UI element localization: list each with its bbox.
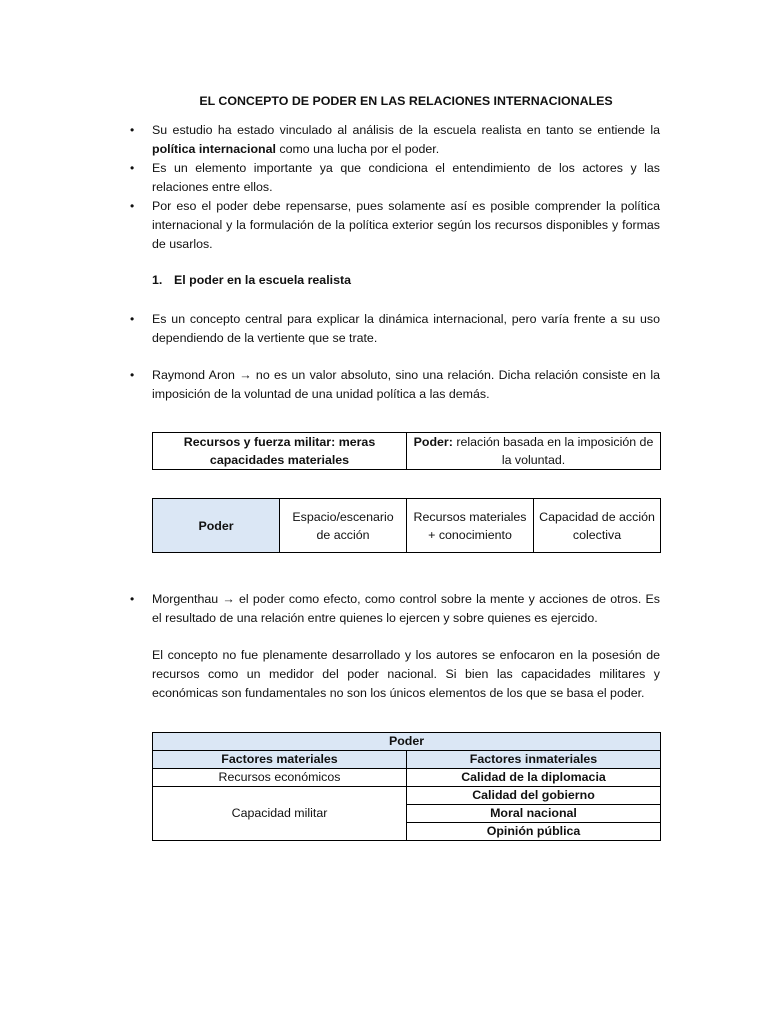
table-cell: Capacidad militar [153, 787, 407, 841]
bullet-icon: • [130, 368, 135, 382]
central-bullet [130, 310, 660, 348]
table-cell: Opinión pública [407, 823, 661, 841]
table-cell: Recursos económicos [153, 769, 407, 787]
table-cell: Recursos y fuerza militar: meras capacidades materiales [153, 433, 407, 470]
power-components-table [152, 498, 661, 553]
list-item: • Por eso el poder debe repensarse, pues solamente así es posible comprender la política internacional y la formulación de la política exterior según los recursos disponibles y formas de usarlos. [130, 199, 660, 251]
column-header: Factores inmateriales [407, 751, 661, 769]
table-cell: Poder [153, 499, 280, 553]
table-cell: Moral nacional [407, 805, 661, 823]
bullet-icon: • [130, 312, 135, 326]
table-row [153, 769, 661, 787]
table-cell: Calidad de la diplomacia [407, 769, 661, 787]
bullet-icon: • [130, 123, 135, 137]
section-title: El poder en la escuela realista [174, 273, 351, 287]
table-cell: Poder: relación basada en la imposición de la voluntad. [407, 433, 661, 470]
bullet-icon: • [130, 592, 135, 606]
table-cell: Recursos materiales + conocimiento [407, 499, 534, 553]
table-cell: Calidad del gobierno [407, 787, 661, 805]
aron-bullet [130, 366, 660, 404]
body-paragraph: El concepto no fue plenamente desarrollado y los autores se enfocaron en la posesión de recursos como un medidor del poder nacional. Si bien las capacidades militares y económicas son fundamentales no son los únicos elementos de los que se basa el poder. [152, 648, 660, 700]
bold-phrase: política internacional [152, 142, 276, 156]
section-number: 1. [152, 273, 163, 287]
list-item: • Su estudio ha estado vinculado al análisis de la escuela realista en tanto se entiende la política internacional como una lucha por el poder. [130, 123, 660, 156]
bullet-icon: • [130, 161, 135, 175]
list-item: • Es un concepto central para explicar la dinámica internacional, pero varía frente a su uso dependiendo de la vertiente que se trate. [130, 312, 660, 345]
list-item: • Morgenthau → el poder como efecto, como control sobre la mente y acciones de otros. Es el resultado de una relación entre quienes lo ejercen y sobre quienes es ejercido. [130, 592, 660, 625]
morgenthau-bullet [130, 590, 660, 628]
document-title: EL CONCEPTO DE PODER EN LAS RELACIONES INTERNACIONALES [199, 94, 613, 108]
resources-vs-power-table [152, 432, 661, 470]
column-header: Factores materiales [153, 751, 407, 769]
table-header: Poder [153, 733, 661, 751]
list-item: • Raymond Aron → no es un valor absoluto, sino una relación. Dicha relación consiste en la imposición de la voluntad de una unidad política a las demás. [130, 368, 660, 401]
intro-bullet-list [130, 121, 660, 254]
bullet-icon: • [130, 199, 135, 213]
power-factors-table [152, 732, 661, 841]
list-item: • Es un elemento importante ya que condiciona el entendimiento de los actores y las relaciones entre ellos. [130, 161, 660, 194]
section-heading [152, 271, 351, 290]
table-cell: Capacidad de acción colectiva [534, 499, 661, 553]
table-cell: Espacio/escenario de acción [280, 499, 407, 553]
table-row [153, 787, 661, 805]
